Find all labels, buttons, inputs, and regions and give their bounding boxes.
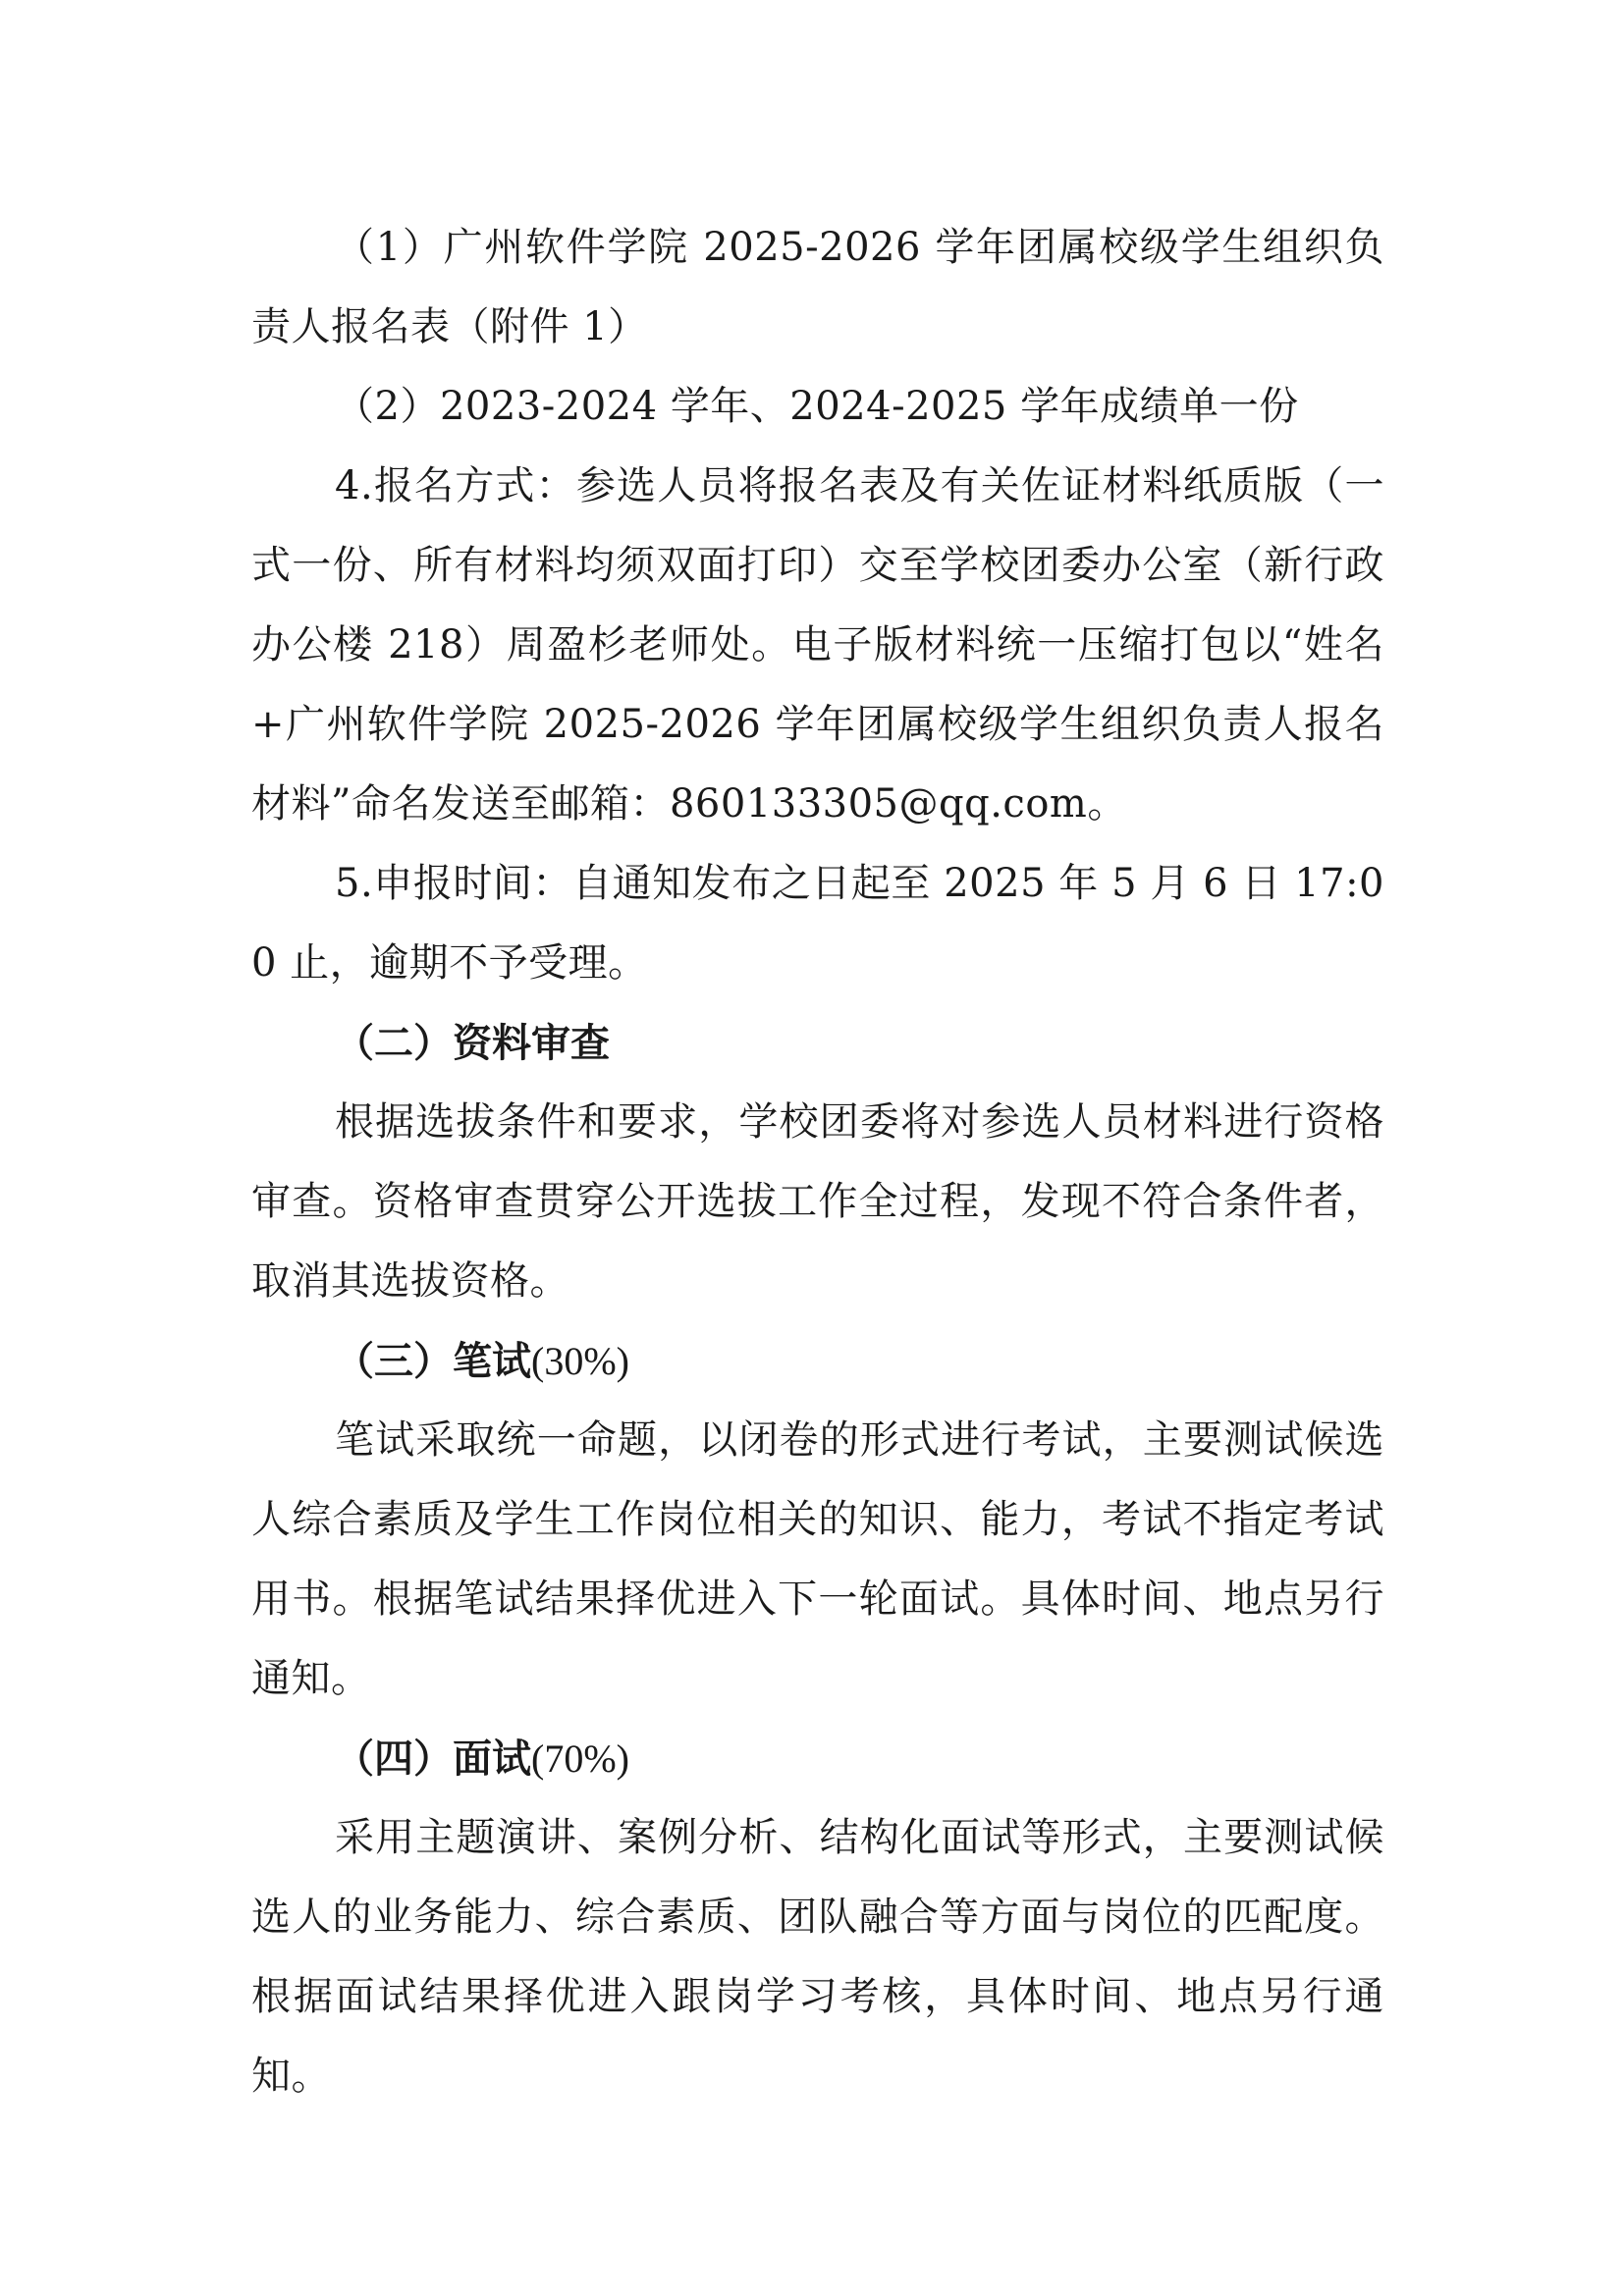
section-heading-interview-percent: (70%) <box>531 1736 629 1781</box>
section-heading-interview <box>251 1719 1384 1798</box>
document-body <box>251 208 1384 2116</box>
section-heading-written-exam <box>251 1321 1384 1401</box>
section-heading-interview-label: （四）面试 <box>335 1735 531 1782</box>
section-body-interview: 采用主题演讲、案例分析、结构化面试等形式，主要测试候选人的业务能力、综合素质、团队融合等方面与岗位的匹配度。根据面试结果择优进入跟岗学习考核，具体时间、地点另行通知。 <box>251 1815 1384 2099</box>
paragraph-deadline: 5.申报时间：自通知发布之日起至 2025 年 5 月 6 日 17:00 止，逾期不予受理。 <box>251 861 1384 986</box>
paragraph-attachment-1: （1）广州软件学院 2025-2026 学年团属校级学生组织负责人报名表（附件 1） <box>251 225 1384 349</box>
section-heading-review: （二）资料审查 <box>335 1020 610 1066</box>
section-body-review: 根据选拔条件和要求，学校团委将对参选人员材料进行资格审查。资格审查贯穿公开选拔工作全过程，发现不符合条件者，取消其选拔资格。 <box>251 1099 1384 1304</box>
section-heading-written-exam-label: （三）笔试 <box>335 1338 531 1384</box>
paragraph-registration-method: 4.报名方式：参选人员将报名表及有关佐证材料纸质版（一式一份、所有材料均须双面打印）交至学校团委办公室（新行政办公楼 218）周盈杉老师处。电子版材料统一压缩打包以“姓名+广州软件学院 2025-2026 学年团属校级学生组织负责人报名材料”命名发送至邮箱：860133305@qq.com。 <box>251 463 1384 827</box>
paragraph-attachment-2: （2）2023-2024 学年、2024-2025 学年成绩单一份 <box>335 384 1299 429</box>
section-body-written-exam: 笔试采取统一命题，以闭卷的形式进行考试，主要测试候选人综合素质及学生工作岗位相关的知识、能力，考试不指定考试用书。根据笔试结果择优进入下一轮面试。具体时间、地点另行通知。 <box>251 1417 1384 1701</box>
section-heading-written-exam-percent: (30%) <box>531 1339 629 1383</box>
